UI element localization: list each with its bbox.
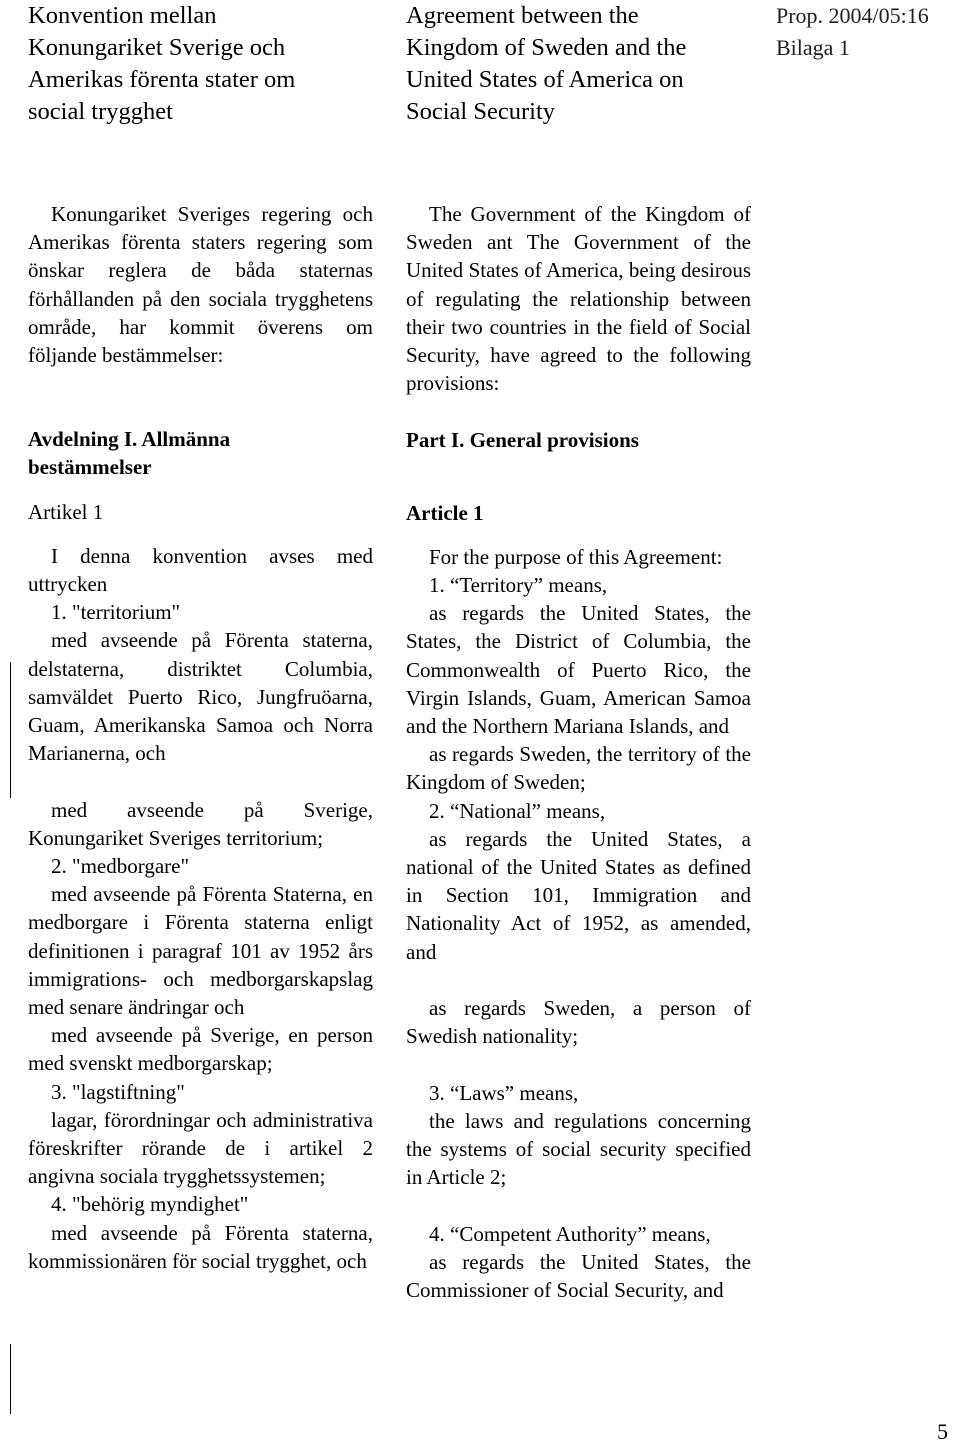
swedish-column xyxy=(28,200,373,1275)
change-bar xyxy=(10,662,11,798)
definition-text: lagar, förordningar och administrativa föreskrifter rörande de i artikel 2 angivna sociala trygghetssystemen; xyxy=(28,1107,373,1189)
definition-text: as regards the United States, a national of the United States as defined in Section 101, Immigration and Nationality Act of 1952, as amended, and xyxy=(406,826,751,964)
definition-text: as regards Sweden, the territory of the Kingdom of Sweden; xyxy=(406,742,751,795)
definitions-intro: I denna konvention avses med uttrycken xyxy=(28,543,373,597)
definition-text: as regards Sweden, a person of Swedish nationality; xyxy=(406,996,751,1049)
preamble: Konungariket Sveriges regering och Amerikas förenta staters regering som önskar reglera de båda staternas förhållanden på den sociala trygghetens område, har kommit överens om följande bestämmelser: xyxy=(28,202,373,368)
definition-text: med avseende på Förenta staterna, delstaterna, distriktet Columbia, samväldet Puerto Rico, Jungfruöarna, Guam, Amerikanska Samoa och Norra Marianerna, och xyxy=(28,628,373,766)
definitions-intro: For the purpose of this Agreement: xyxy=(429,544,723,569)
definition-text: the laws and regulations concerning the systems of social security specified in Article 2; xyxy=(406,1108,751,1190)
part-heading: Avdelning I. Allmänna bestämmelser xyxy=(28,427,231,480)
english-title xyxy=(406,0,686,128)
definition-text: med avseende på Förenta Staterna, en medborgare i Förenta staterna enligt definitionen i paragraf 101 av 1952 års immigrations- och medborgarskapslag med senare ändringar och xyxy=(28,882,373,1020)
swedish-title-line: social trygghet xyxy=(28,98,173,125)
proposition-reference xyxy=(776,0,929,64)
swedish-title xyxy=(28,0,295,128)
english-title-line: Agreement between the xyxy=(406,2,639,29)
preamble: The Government of the Kingdom of Sweden ant The Government of the United States of America, being desirous of regulating the relationship between their two countries in the field of Social Security, have agreed to the following provisions: xyxy=(406,202,751,396)
definition-text: med avseende på Sverige, Konungariket Sveriges territorium; xyxy=(28,797,373,850)
definition-term: 4. “Competent Authority” means, xyxy=(429,1221,711,1246)
definition-text: med avseende på Sverige, en person med svenskt medborgarskap; xyxy=(28,1023,373,1076)
part-heading: Part I. General provisions xyxy=(406,428,639,453)
article-heading: Artikel 1 xyxy=(28,499,104,524)
swedish-title-line: Konvention mellan xyxy=(28,2,217,29)
english-title-line: Social Security xyxy=(406,98,556,125)
definition-term: 1. "territorium" xyxy=(51,600,181,625)
definition-text: med avseende på Förenta staterna, kommissionären för social trygghet, och xyxy=(28,1220,373,1273)
definition-text: as regards the United States, the States, the District of Columbia, the Commonwealth of Puerto Rico, the Virgin Islands, Guam, American Samoa and the Northern Mariana Islands, and xyxy=(406,601,751,739)
definition-term: 4. "behörig myndighet" xyxy=(51,1192,249,1217)
article-heading: Article 1 xyxy=(406,500,484,525)
proposition-number: Prop. 2004/05:16 xyxy=(776,3,929,28)
appendix-label: Bilaga 1 xyxy=(776,35,850,60)
definition-text: as regards the United States, the Commissioner of Social Security, and xyxy=(406,1249,751,1303)
swedish-title-line: Konungariket Sverige och xyxy=(28,34,286,61)
english-title-line: United States of America on xyxy=(406,66,684,93)
definition-term: 2. "medborgare" xyxy=(51,854,190,879)
definition-term: 2. “National” means, xyxy=(429,798,606,823)
english-column xyxy=(406,200,751,1304)
definition-term: 3. “Laws” means, xyxy=(429,1080,579,1105)
page-number: 5 xyxy=(937,1419,948,1444)
definition-term: 1. “Territory” means, xyxy=(429,573,608,598)
change-bar xyxy=(10,1344,11,1414)
english-title-line: Kingdom of Sweden and the xyxy=(406,34,687,61)
swedish-title-line: Amerikas förenta stater om xyxy=(28,66,296,93)
definition-term: 3. "lagstiftning" xyxy=(51,1079,185,1104)
